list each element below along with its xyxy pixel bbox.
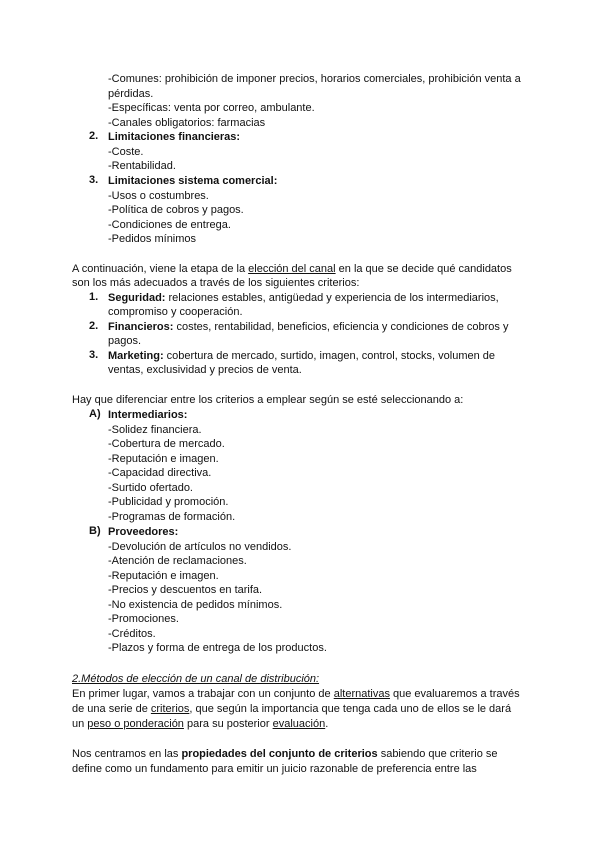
- list-heading: Intermediarios:: [108, 409, 188, 421]
- text-line: -Capacidad directiva.: [108, 467, 212, 479]
- criteria-item: Financieros: costes, rentabilidad, beneficios, eficiencia y condiciones de cobros y: [108, 321, 509, 333]
- underlined-term: evaluación: [272, 718, 326, 730]
- text-line: -Rentabilidad.: [108, 160, 176, 172]
- list-letter: A): [89, 408, 101, 420]
- list-number: 3.: [89, 174, 99, 186]
- criteria-item: Marketing: cobertura de mercado, surtido, imagen, control, stocks, volumen de: [108, 350, 496, 362]
- section-heading: 2.Métodos de elección de un canal de distribución:: [72, 673, 320, 685]
- text-line: -Créditos.: [108, 628, 156, 640]
- list-heading: Proveedores:: [108, 526, 179, 538]
- text-line: -Precios y descuentos en tarifa.: [108, 584, 263, 596]
- text-line: -Pedidos mínimos: [108, 233, 197, 245]
- list-heading: Limitaciones sistema comercial:: [108, 175, 278, 187]
- text-line: -Surtido ofertado.: [108, 482, 193, 494]
- list-number: 2.: [89, 130, 99, 142]
- text-line: -Específicas: venta por correo, ambulante.: [108, 102, 315, 114]
- paragraph-line: Nos centramos en las propiedades del conjunto de criterios sabiendo que criterio se: [72, 748, 498, 760]
- text-line: ventas, exclusividad y precios de venta.: [108, 364, 302, 376]
- text-line: -Usos o costumbres.: [108, 190, 209, 202]
- text-line: -Atención de reclamaciones.: [108, 555, 247, 567]
- text-line: -Coste.: [108, 146, 144, 158]
- text-line: compromiso y cooperación.: [108, 306, 243, 318]
- paragraph-line: de una serie de criterios, que según la importancia que tenga cada uno de ellos se le dará: [72, 703, 512, 715]
- underlined-term: peso o ponderación: [87, 718, 184, 730]
- text-line: -Cobertura de mercado.: [108, 438, 225, 450]
- underlined-term: alternativas: [333, 688, 390, 700]
- paragraph-line: son los más adecuados a través de los siguientes criterios:: [72, 277, 360, 289]
- text-line: -Solidez financiera.: [108, 424, 202, 436]
- bold-term: propiedades del conjunto de criterios: [181, 748, 378, 760]
- list-number: 1.: [89, 291, 99, 303]
- text-line: -Comunes: prohibición de imponer precios, horarios comerciales, prohibición venta a: [108, 73, 521, 85]
- text-line: -Reputación e imagen.: [108, 453, 219, 465]
- paragraph-line: En primer lugar, vamos a trabajar con un conjunto de alternativas que evaluaremos a través: [72, 688, 520, 700]
- text-line: -Programas de formación.: [108, 511, 236, 523]
- text-line: -Plazos y forma de entrega de los productos.: [108, 642, 327, 654]
- paragraph-line: A continuación, viene la etapa de la elección del canal en la que se decide qué candidatos: [72, 263, 512, 275]
- text-line: pagos.: [108, 335, 142, 347]
- text-line: -Devolución de artículos no vendidos.: [108, 541, 292, 553]
- text-line: -Promociones.: [108, 613, 179, 625]
- underlined-term: criterios: [150, 703, 190, 715]
- text-line: pérdidas.: [108, 88, 154, 100]
- underlined-term: elección del canal: [248, 263, 336, 275]
- list-number: 3.: [89, 349, 99, 361]
- text-line: -Política de cobros y pagos.: [108, 204, 244, 216]
- text-line: -Reputación e imagen.: [108, 570, 219, 582]
- text-line: -Canales obligatorios: farmacias: [108, 117, 266, 129]
- list-letter: B): [89, 525, 101, 537]
- paragraph-line: un peso o ponderación para su posterior evaluación.: [72, 718, 329, 730]
- list-heading: Limitaciones financieras:: [108, 131, 241, 143]
- criteria-item: Seguridad: relaciones estables, antigüedad y experiencia de los intermediarios,: [108, 292, 499, 304]
- paragraph-line: Hay que diferenciar entre los criterios a emplear según se esté seleccionando a:: [72, 394, 464, 406]
- text-line: -Condiciones de entrega.: [108, 219, 231, 231]
- text-line: -No existencia de pedidos mínimos.: [108, 599, 283, 611]
- text-line: -Publicidad y promoción.: [108, 496, 229, 508]
- paragraph-line: define como un fundamento para emitir un juicio razonable de preferencia entre las: [72, 763, 477, 775]
- list-number: 2.: [89, 320, 99, 332]
